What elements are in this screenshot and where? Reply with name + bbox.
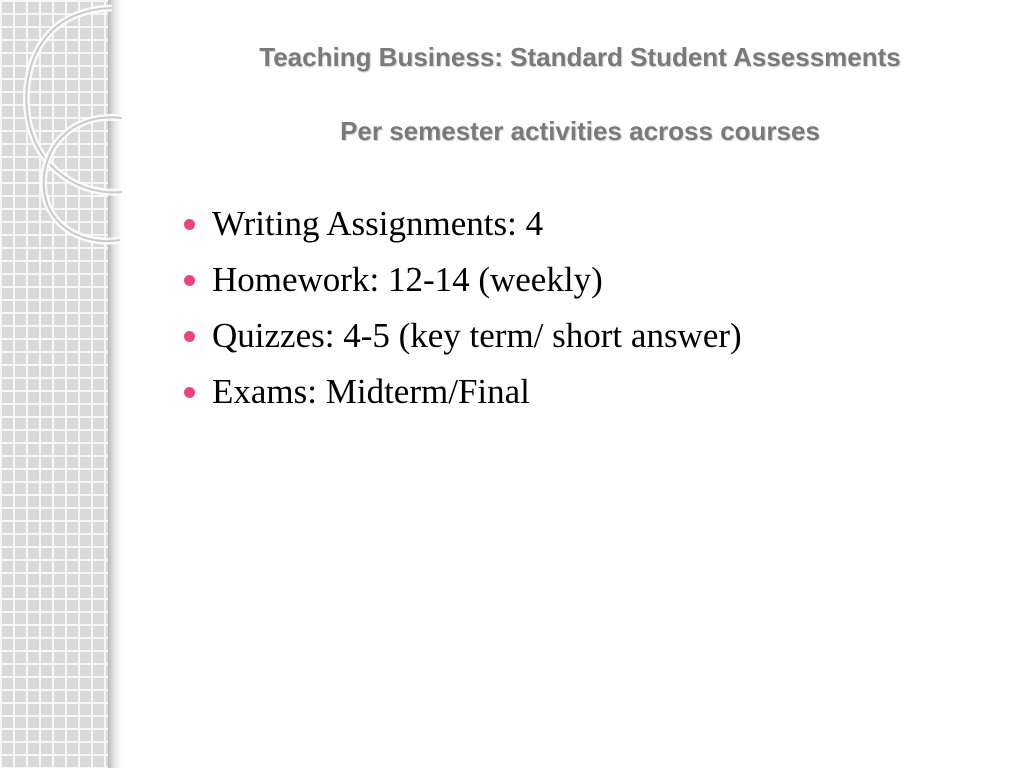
bullet-text: Exams: Midterm/Final [212, 372, 530, 411]
bullet-item-quizzes [182, 310, 742, 366]
bullet-dot-icon [184, 331, 195, 342]
bullet-item-writing [182, 198, 742, 254]
bullet-text: Homework: 12-14 (weekly) [212, 260, 603, 299]
bullet-text: Quizzes: 4-5 (key term/ short answer) [212, 316, 742, 355]
bullet-dot-icon [184, 387, 195, 398]
slide-title: Teaching Business: Standard Student Assessments [259, 42, 901, 72]
bullet-dot-icon [184, 275, 195, 286]
slide-subtitle: Per semester activities across courses [340, 116, 820, 146]
bullet-list [182, 198, 742, 422]
bullet-item-homework [182, 254, 742, 310]
bullet-item-exams [182, 366, 742, 422]
bullet-dot-icon [184, 219, 195, 230]
bullet-text: Writing Assignments: 4 [212, 204, 544, 243]
swirl-decoration-icon [0, 0, 130, 300]
